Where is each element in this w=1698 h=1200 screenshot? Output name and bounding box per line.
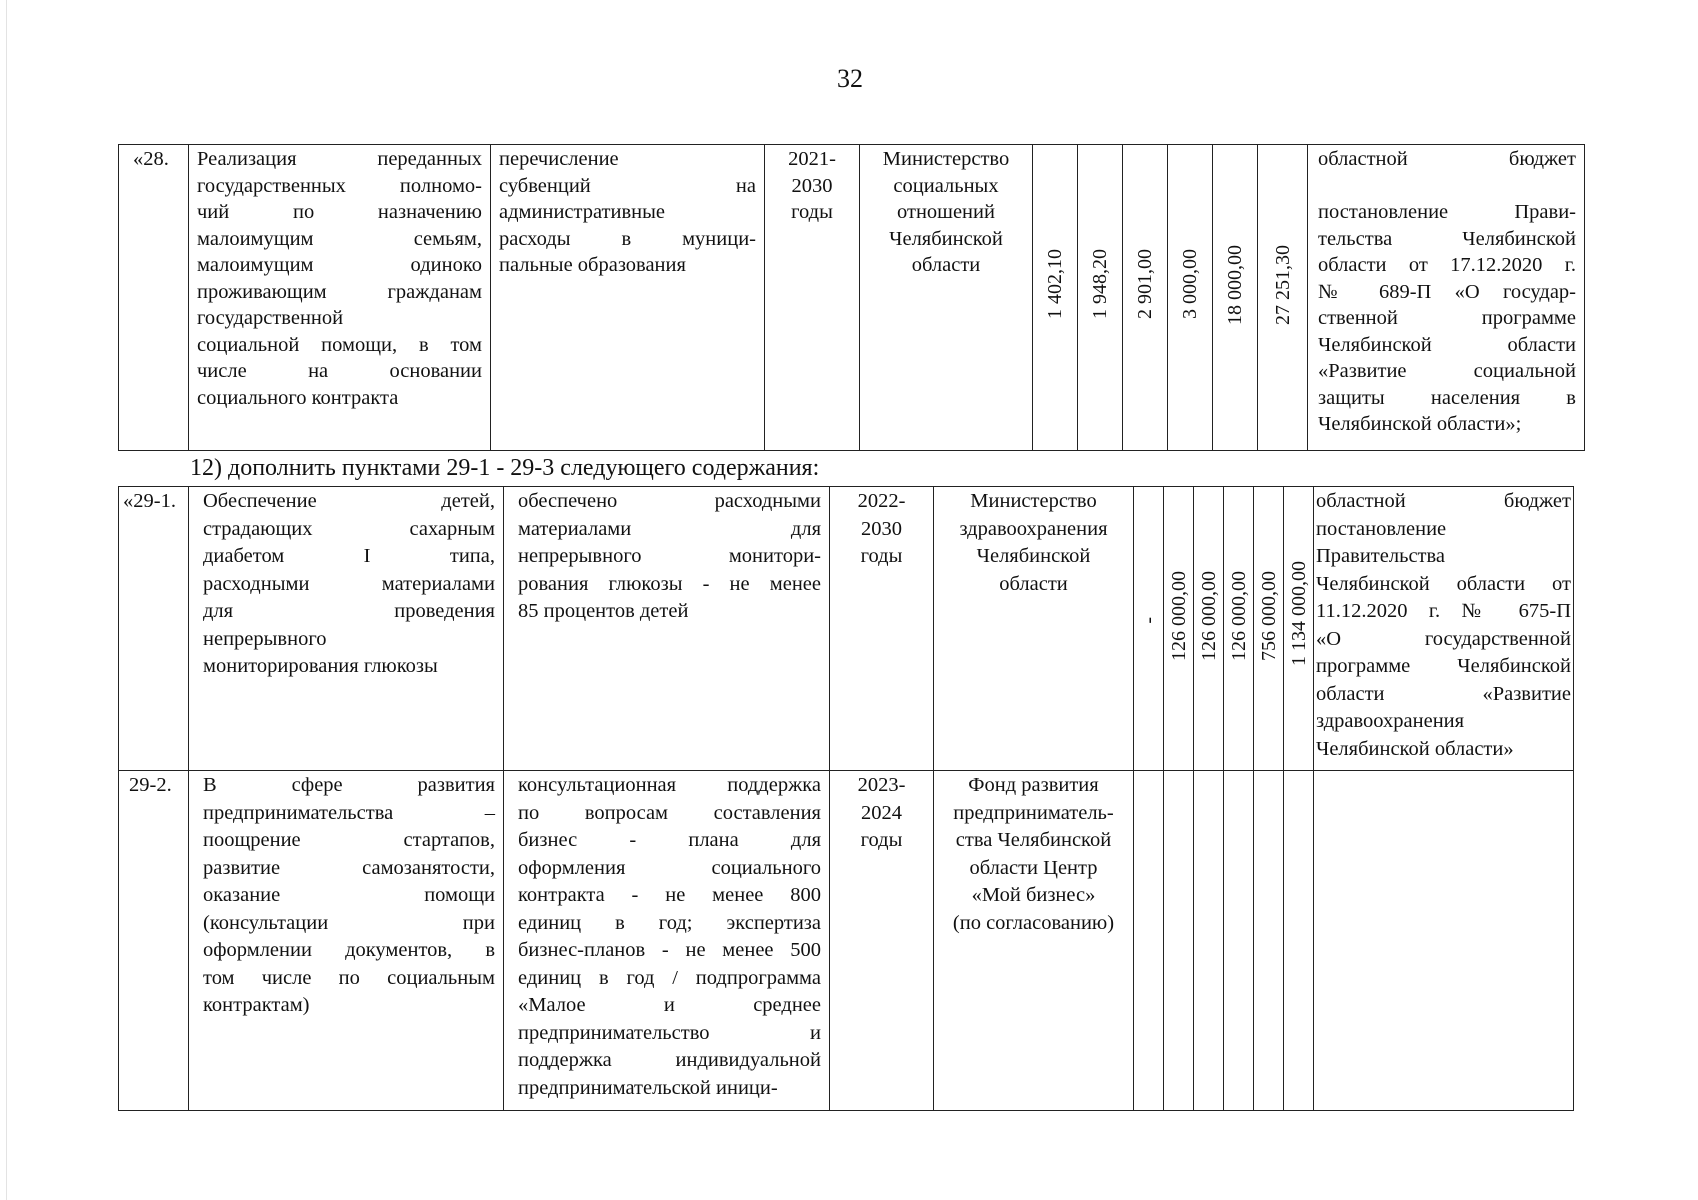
item-source [1314, 487, 1574, 771]
item-executor [934, 771, 1134, 1111]
cell-line: области «Развитие [1316, 682, 1571, 705]
cell-line: консультационная поддержка [518, 774, 821, 796]
amount-cell [1194, 771, 1224, 1111]
cell-line: диабетом I типа, [203, 545, 495, 567]
cell-line: программе Челябинской [1316, 655, 1571, 677]
cell-line: бизнес-планов - не менее 500 [518, 939, 821, 961]
amount-cell [1284, 771, 1314, 1111]
cell-line: 11.12.2020 г. № 675-П [1316, 600, 1571, 622]
cell-line: Челябинской области»; [1318, 413, 1522, 435]
scan-edge [6, 0, 7, 1200]
cell-line: «Мой бизнес» [971, 884, 1096, 906]
table-row [119, 771, 1574, 1111]
cell-line: страдающих сахарным [203, 517, 495, 540]
cell-line: областной бюджет [1318, 148, 1576, 170]
cell-line: социальной помощи, в том [197, 333, 482, 356]
cell-line: контракта - не менее 800 [518, 884, 821, 906]
cell-line: области [911, 254, 981, 276]
amount-cell [1258, 145, 1308, 451]
amount-value: 126 000,00 [1197, 571, 1220, 661]
cell-line: поддержка индивидуальной [518, 1049, 821, 1071]
cell-line: защиты населения в [1318, 386, 1576, 409]
cell-line: малоимущим одиноко [197, 254, 482, 276]
amount-value: 3 000,00 [1179, 249, 1201, 319]
cell-line: Реализация переданных [197, 148, 482, 170]
table-row [119, 487, 1574, 771]
cell-line: отношений [897, 201, 995, 223]
cell-line: 2030 [791, 174, 833, 197]
cell-line: «О государственной [1316, 627, 1571, 650]
amount-value: 126 000,00 [1167, 571, 1190, 661]
cell-line [1318, 173, 1576, 200]
cell-line: бизнес - плана для [518, 829, 821, 851]
cell-line: здравоохранения [959, 517, 1108, 540]
cell-line: Челябинской области от [1316, 572, 1571, 595]
cell-line: Правительства [1316, 545, 1446, 567]
cell-line: поощрение стартапов, [203, 829, 495, 851]
amount-cell [1078, 145, 1123, 451]
cell-line: оказание помощи [203, 884, 495, 906]
cell-line: предпринимательства – [203, 801, 495, 824]
cell-line: единиц в год / подпрограмма [518, 966, 821, 989]
item-number: «28. [119, 145, 189, 451]
cell-line: малоимущим семьям, [197, 227, 482, 250]
cell-line: оформления социального [518, 856, 821, 879]
amount-value: 18 000,00 [1224, 245, 1246, 325]
cell-line: 2024 [861, 801, 902, 824]
amount-cell [1194, 487, 1224, 771]
table-row [119, 145, 1585, 451]
cell-line: здравоохранения [1316, 710, 1465, 732]
cell-line: (по согласованию) [952, 911, 1115, 934]
cell-line: рования глюкозы - не менее [518, 572, 821, 595]
cell-line: предпринимательство и [518, 1021, 821, 1044]
cell-line: контрактам) [203, 994, 310, 1016]
cell-line: 2022- [857, 490, 906, 512]
amount-value: 756 000,00 [1257, 571, 1280, 661]
cell-line: мониторирования глюкозы [203, 655, 438, 677]
cell-line: Фонд развития [968, 774, 1099, 796]
cell-line: 2030 [861, 517, 902, 540]
table-items-29 [118, 486, 1574, 1111]
amount-cell [1168, 145, 1213, 451]
cell-line: обеспечено расходными [518, 490, 821, 512]
cell-line: для проведения [203, 600, 495, 622]
cell-line: социальных [893, 174, 999, 197]
amount-value: 27 251,30 [1271, 245, 1294, 325]
cell-line: «Развитие социальной [1318, 360, 1576, 382]
item-years [830, 771, 934, 1111]
page-number: 32 [837, 64, 863, 93]
cell-line: социального контракта [197, 386, 399, 409]
item-name [189, 487, 504, 771]
amount-value: 2 901,00 [1134, 249, 1156, 319]
cell-line: Челябинской [889, 227, 1003, 250]
cell-line: тельства Челябинской [1318, 227, 1576, 250]
cell-line: 85 процентов детей [518, 600, 689, 622]
item-years [765, 145, 860, 451]
amount-cell [1123, 145, 1168, 451]
cell-line: предпринимательской иници- [518, 1076, 778, 1099]
cell-line: 2023- [857, 774, 906, 796]
amount-value: - [1137, 617, 1160, 624]
cell-line: 2021- [788, 148, 836, 170]
amount-cell [1254, 771, 1284, 1111]
cell-line: развитие самозанятости, [203, 856, 495, 879]
amendment-subheading: 12) дополнить пунктами 29-1 - 29-3 следующего содержания: [190, 455, 820, 481]
cell-line: области Центр [969, 856, 1098, 879]
cell-line: Министерство [970, 490, 1097, 512]
item-years [830, 487, 934, 771]
amount-cell [1224, 487, 1254, 771]
cell-line: непрерывного монитори- [518, 545, 821, 567]
cell-line: оформлении документов, в [203, 939, 495, 961]
cell-line: годы [860, 545, 903, 567]
cell-line: проживающим гражданам [197, 280, 482, 303]
amount-value: 126 000,00 [1227, 571, 1250, 661]
cell-line: том числе по социальным [203, 966, 495, 989]
item-executor [860, 145, 1033, 451]
cell-line: № 689-П «О государ- [1318, 280, 1576, 303]
cell-line: Обеспечение детей, [203, 490, 495, 512]
cell-line: годы [860, 829, 903, 851]
cell-line: области от 17.12.2020 г. [1318, 254, 1576, 276]
cell-line: областной бюджет [1316, 490, 1571, 512]
cell-line: ственной программе [1318, 307, 1576, 329]
amount-cell [1213, 145, 1258, 451]
cell-line: субвенций на [499, 174, 756, 197]
cell-line: расходы в муници- [499, 227, 756, 250]
item-name [189, 771, 504, 1111]
cell-line: постановление Прави- [1318, 201, 1576, 223]
cell-line: Челябинской области» [1316, 737, 1514, 760]
item-source [1314, 771, 1574, 1111]
cell-line: государственных полномо- [197, 174, 482, 197]
cell-line: числе на основании [197, 360, 482, 382]
cell-line: предприниматель- [953, 801, 1114, 824]
cell-line: (консультации при [203, 911, 495, 934]
amount-cell [1134, 771, 1164, 1111]
amount-cell [1254, 487, 1284, 771]
cell-line: постановление [1316, 517, 1447, 540]
cell-line: расходными материалами [203, 572, 495, 595]
amount-cell [1284, 487, 1314, 771]
amount-cell [1033, 145, 1078, 451]
cell-line: непрерывного [203, 627, 327, 650]
item-executor [934, 487, 1134, 771]
amount-cell [1164, 487, 1194, 771]
item-source [1308, 145, 1585, 451]
cell-line: Челябинской области [1318, 333, 1576, 356]
cell-line [1316, 772, 1571, 800]
amount-value: 1 402,10 [1044, 249, 1066, 319]
cell-line: области [999, 572, 1068, 595]
cell-line: Челябинской [976, 545, 1091, 567]
item-number: 29-2. [119, 771, 189, 1111]
item-result [504, 487, 830, 771]
cell-line: административные [499, 201, 665, 223]
amount-cell [1164, 771, 1194, 1111]
cell-line: перечисление [499, 148, 619, 170]
cell-line: материалами для [518, 517, 821, 540]
amount-cell [1134, 487, 1164, 771]
cell-line: Министерство [882, 148, 1010, 170]
cell-line: ства Челябинской [955, 829, 1112, 851]
item-result [491, 145, 765, 451]
item-number: «29-1. [119, 487, 189, 771]
amount-value: 1 134 000,00 [1287, 561, 1310, 666]
cell-line: по вопросам составления [518, 801, 821, 824]
cell-line: «Малое и среднее [518, 994, 821, 1016]
item-name [189, 145, 491, 451]
item-result [504, 771, 830, 1111]
cell-line: чий по назначению [197, 201, 482, 223]
cell-line: пальные образования [499, 254, 686, 276]
amount-value: 1 948,20 [1089, 249, 1111, 319]
cell-line: годы [791, 201, 833, 223]
table-item-28 [118, 144, 1585, 451]
cell-line: В сфере развития [203, 774, 495, 796]
cell-line: единиц в год; экспертиза [518, 911, 821, 934]
cell-line: государственной [197, 307, 344, 329]
amount-cell [1224, 771, 1254, 1111]
